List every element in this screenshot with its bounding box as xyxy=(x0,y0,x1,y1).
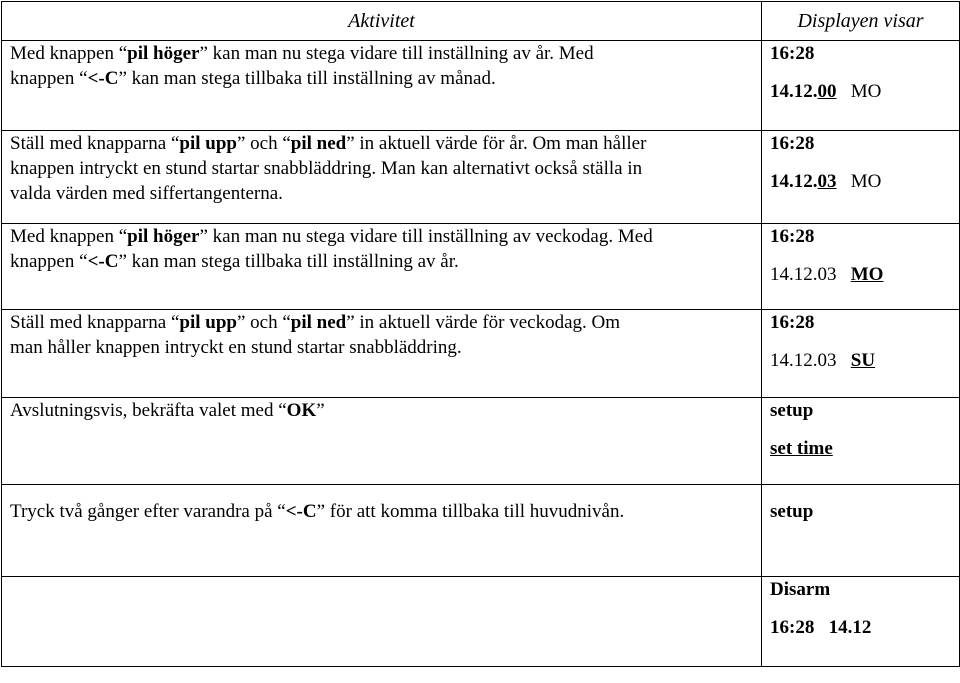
date-value: 14.12.03 xyxy=(770,264,837,285)
key-name: OK xyxy=(286,400,317,421)
text-line xyxy=(10,310,753,335)
key-name: pil upp xyxy=(179,133,237,154)
display-cell xyxy=(762,224,960,310)
display-cell xyxy=(762,131,960,224)
quote-mark: ” xyxy=(199,226,208,247)
display-date xyxy=(770,348,951,374)
key-name: pil höger xyxy=(127,226,200,247)
quote-mark: ” xyxy=(316,400,325,421)
quote-mark: “ xyxy=(282,133,291,154)
display-time: 16:28 xyxy=(770,312,815,333)
display-status: Disarm xyxy=(770,579,831,600)
text-line xyxy=(10,398,753,423)
text-run: kan man stega tillbaka till inställning av år. xyxy=(131,251,459,272)
display-menu-item: setup xyxy=(770,400,814,421)
text-line: knappen intryckt en stund startar snabbläddring. Man kan alternativt också ställa in xyxy=(10,158,643,179)
key-name: pil ned xyxy=(290,133,347,154)
display-cell xyxy=(762,41,960,131)
date-prefix: 14.12. xyxy=(770,171,818,192)
quote-mark: “ xyxy=(277,501,286,522)
date-year-selected: 00 xyxy=(817,81,837,102)
text-line xyxy=(10,66,753,91)
quote-mark: “ xyxy=(282,312,291,333)
activity-cell xyxy=(2,224,762,310)
quote-mark: ” xyxy=(236,312,246,333)
text-run: kan man nu stega vidare till inställning av veckodag. Med xyxy=(212,226,653,247)
display-date xyxy=(770,79,951,105)
text-run: knappen xyxy=(10,68,75,89)
text-run: kan man stega tillbaka till inställning av månad. xyxy=(131,68,496,89)
table-row xyxy=(2,131,960,224)
key-name: <-C xyxy=(285,501,317,522)
display-cell xyxy=(762,577,960,667)
display-time: 16:28 xyxy=(770,226,815,247)
quote-mark: “ xyxy=(118,226,128,247)
quote-mark: ” xyxy=(118,251,127,272)
header-activity: Aktivitet xyxy=(2,2,762,41)
key-name: pil höger xyxy=(127,43,200,64)
quote-mark: “ xyxy=(278,400,287,421)
text-line: man håller knappen intryckt en stund startar snabbläddring. xyxy=(10,337,462,358)
table-row xyxy=(2,398,960,485)
quote-mark: ” xyxy=(236,133,246,154)
text-line xyxy=(10,131,753,156)
activity-cell xyxy=(2,310,762,398)
text-run: Ställ med knapparna xyxy=(10,312,167,333)
text-run: för att komma tillbaka till huvudnivån. xyxy=(329,501,625,522)
display-menu-item-selected: set time xyxy=(770,438,833,459)
text-run: Avslutningsvis, bekräfta valet med xyxy=(10,400,274,421)
weekday: MO xyxy=(850,171,882,192)
quote-mark: “ xyxy=(118,43,128,64)
display-menu-item: setup xyxy=(770,501,814,522)
text-line xyxy=(10,41,753,66)
text-line: valda värden med siffertangenterna. xyxy=(10,183,283,204)
text-line xyxy=(10,224,753,249)
text-run: in aktuell värde för år. Om man håller xyxy=(359,133,647,154)
quote-mark: ” xyxy=(346,312,355,333)
quote-mark: ” xyxy=(118,68,127,89)
text-run: Tryck två gånger efter varandra på xyxy=(10,501,273,522)
display-time: 16:28 xyxy=(770,43,815,64)
header-display: Displayen visar xyxy=(762,2,960,41)
display-time: 16:28 xyxy=(770,133,815,154)
activity-cell xyxy=(2,577,762,667)
display-cell xyxy=(762,398,960,485)
text-line xyxy=(10,499,753,524)
text-run: knappen xyxy=(10,251,75,272)
display-cell xyxy=(762,485,960,577)
key-name: <-C xyxy=(87,68,119,89)
display-date xyxy=(770,262,951,288)
quote-mark: “ xyxy=(79,251,88,272)
activity-cell xyxy=(2,41,762,131)
text-run: Med knappen xyxy=(10,43,114,64)
quote-mark: “ xyxy=(79,68,88,89)
text-line xyxy=(10,249,753,274)
instruction-table xyxy=(1,1,960,667)
display-date xyxy=(770,169,951,195)
date-prefix: 14.12. xyxy=(770,81,818,102)
table-row xyxy=(2,224,960,310)
text-run: och xyxy=(250,312,278,333)
text-run: Med knappen xyxy=(10,226,114,247)
quote-mark: ” xyxy=(346,133,355,154)
quote-mark: ” xyxy=(199,43,208,64)
table-header-row xyxy=(2,2,960,41)
quote-mark: “ xyxy=(170,133,180,154)
table-row xyxy=(2,310,960,398)
text-run: Ställ med knapparna xyxy=(10,133,167,154)
text-run: kan man nu stega vidare till inställning av år. Med xyxy=(212,43,594,64)
date-year-selected: 03 xyxy=(817,171,837,192)
display-time-date xyxy=(770,615,951,641)
table-row xyxy=(2,485,960,577)
activity-cell xyxy=(2,398,762,485)
key-name: <-C xyxy=(87,251,119,272)
table-row xyxy=(2,577,960,667)
text-run: in aktuell värde för veckodag. Om xyxy=(359,312,621,333)
display-date: 14.12 xyxy=(828,617,872,638)
key-name: pil upp xyxy=(179,312,237,333)
table-row xyxy=(2,41,960,131)
quote-mark: “ xyxy=(170,312,180,333)
activity-cell xyxy=(2,131,762,224)
text-run: och xyxy=(250,133,278,154)
weekday-selected: MO xyxy=(850,264,884,285)
weekday: MO xyxy=(850,81,882,102)
weekday-selected: SU xyxy=(850,350,876,371)
display-time: 16:28 xyxy=(770,617,815,638)
quote-mark: ” xyxy=(316,501,326,522)
date-value: 14.12.03 xyxy=(770,350,837,371)
key-name: pil ned xyxy=(290,312,347,333)
display-cell xyxy=(762,310,960,398)
activity-cell xyxy=(2,485,762,577)
